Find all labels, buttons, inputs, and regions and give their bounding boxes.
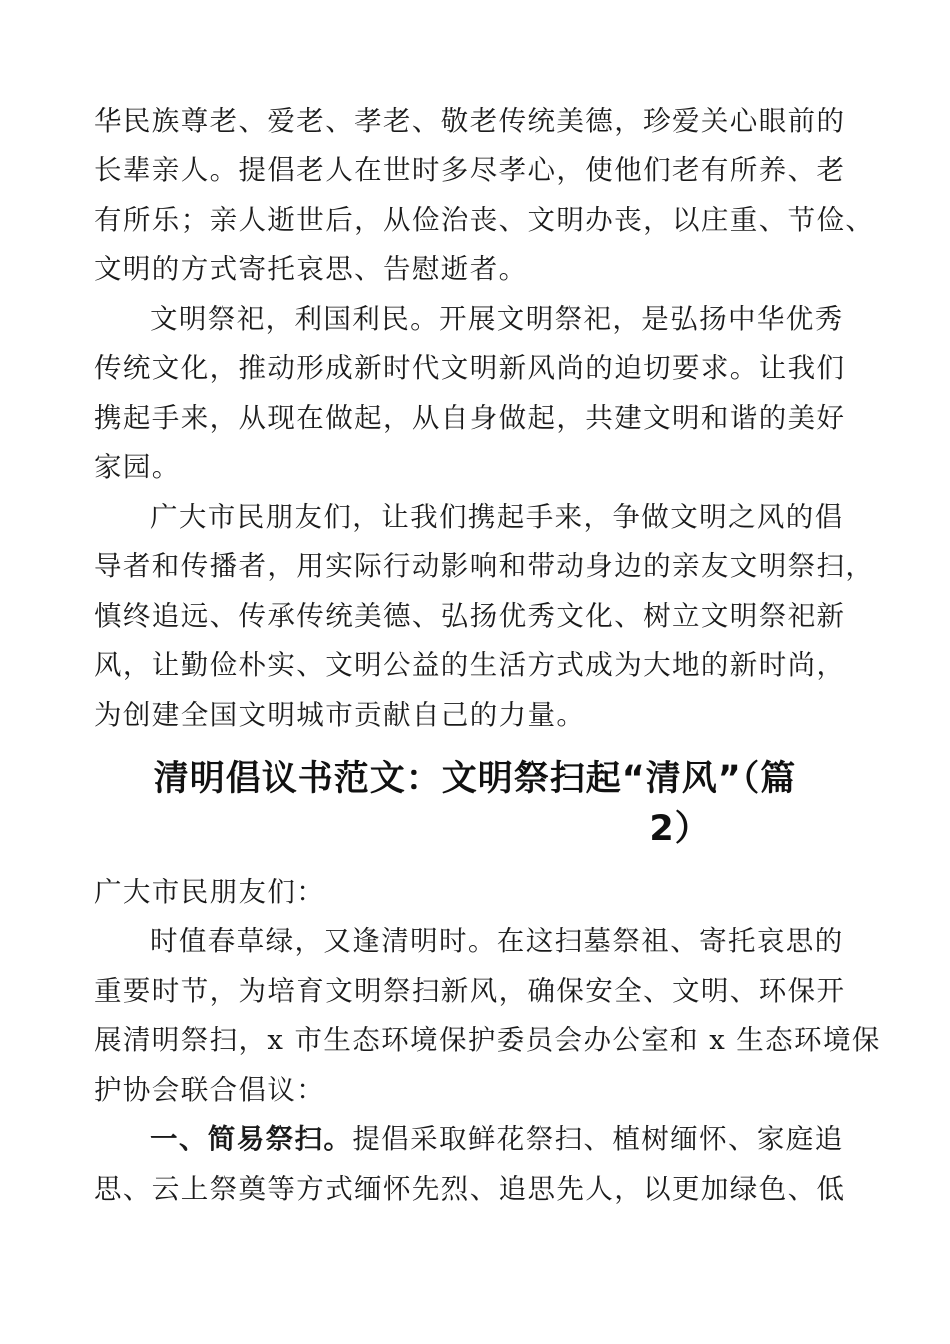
paragraph-4-line-4: 护协会联合倡议： — [94, 1074, 326, 1106]
paragraph-4-line-1: 时值春草绿，又逢清明时。在这扫墓祭祖、寄托哀思的 — [150, 925, 844, 957]
paragraph-2-line-1: 文明祭祀，利国利民。开展文明祭祀，是弘扬中华优秀 — [150, 303, 844, 335]
paragraph-2-line-3: 携起手来，从现在做起，从自身做起，共建文明和谐的美好 — [94, 402, 846, 434]
paragraph-5-line-1 — [150, 1124, 844, 1154]
paragraph-1-line-3: 有所乐；亲人逝世后，从俭治丧、文明办丧，以庄重、节俭、 — [94, 204, 875, 236]
paragraph-5-line-1-text: 提倡采取鲜花祭扫、植树缅怀、家庭追 — [352, 1123, 844, 1155]
paragraph-4-line-3: 展清明祭扫，x 市生态环境保护委员会办公室和 x 生态环境保 — [94, 1024, 881, 1056]
paragraph-3-line-5: 为创建全国文明城市贡献自己的力量。 — [94, 699, 586, 731]
paragraph-5-line-2: 思、云上祭奠等方式缅怀先烈、追思先人，以更加绿色、低 — [94, 1173, 846, 1205]
paragraph-1-line-4: 文明的方式寄托哀思、告慰逝者。 — [94, 253, 528, 285]
paragraph-2-line-4: 家园。 — [94, 451, 181, 483]
paragraph-3-line-3: 慎终追远、传承传统美德、弘扬优秀文化、树立文明祭祀新 — [94, 600, 846, 632]
salutation: 广大市民朋友们： — [94, 876, 326, 908]
paragraph-3-line-2: 导者和传播者，用实际行动影响和带动身边的亲友文明祭扫， — [94, 550, 875, 582]
paragraph-3-line-1: 广大市民朋友们，让我们携起手来，争做文明之风的倡 — [150, 501, 844, 533]
item-heading: 一、简易祭扫。 — [150, 1123, 353, 1155]
section-heading-line-1: 清明倡议书范文：文明祭扫起“清风”（篇 — [153, 759, 797, 799]
section-heading-line-2: 2） — [649, 809, 711, 849]
paragraph-3-line-4: 风，让勤俭朴实、文明公益的生活方式成为大地的新时尚， — [94, 649, 846, 681]
paragraph-4-line-2: 重要时节，为培育文明祭扫新风，确保安全、文明、环保开 — [94, 975, 846, 1007]
paragraph-1-line-2: 长辈亲人。提倡老人在世时多尽孝心，使他们老有所养、老 — [94, 154, 846, 186]
paragraph-1-line-1: 华民族尊老、爱老、孝老、敬老传统美德，珍爱关心眼前的 — [94, 105, 846, 137]
paragraph-2-line-2: 传统文化，推动形成新时代文明新风尚的迫切要求。让我们 — [94, 352, 846, 384]
